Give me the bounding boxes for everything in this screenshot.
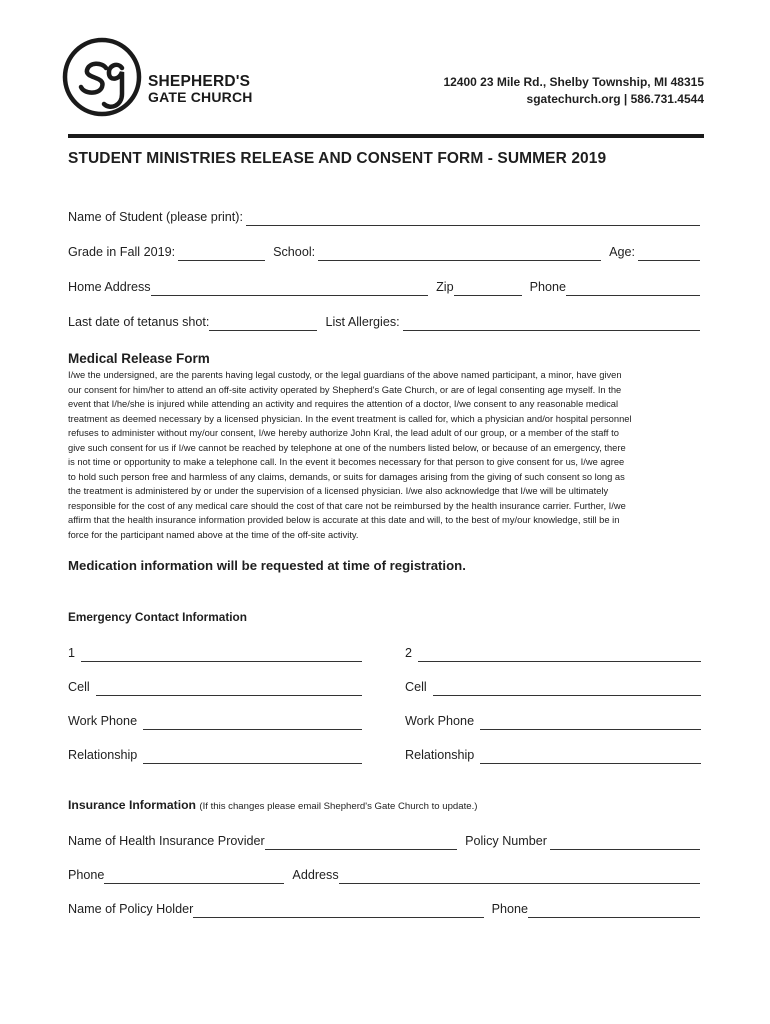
medical-text-line: responsible for the cost of any medical care should the cost of that care not be reimbursed by the health insurance carrier. Further, I/we <box>68 500 626 511</box>
church-web-phone: sgatechurch.org | 586.731.4544 <box>526 92 704 106</box>
emergency-contact-heading: Emergency Contact Information <box>68 610 247 624</box>
insurance-heading <box>68 798 477 812</box>
contact-2-relationship-label: Relationship <box>405 748 475 762</box>
age-label: Age: <box>609 245 635 259</box>
tetanus-allergies-row <box>68 309 700 331</box>
medical-text-line: give such consent for us if I/we cannot be reached by telephone at one of the numbers listed below, or because of an emergency, there <box>68 442 626 453</box>
home-address-label: Home Address <box>68 280 151 294</box>
contact-1-work-phone-field[interactable] <box>143 715 362 730</box>
policy-number-field[interactable] <box>550 835 700 850</box>
medical-text-line: affirm that the health insurance information provided below is accurate at this date and will, to the best of my/our knowledge, still be in <box>68 515 620 526</box>
grade-school-age-row <box>68 239 700 261</box>
contact-1-name-field[interactable] <box>81 647 362 662</box>
medical-text-line: refuses to administer without my/our consent, I/we hereby authorize John Kral, the lead adult of our group, or a member of the staff to <box>68 428 619 439</box>
church-contact-block <box>443 74 704 108</box>
contact-1-work-phone-row <box>68 710 362 730</box>
student-name-field[interactable] <box>246 211 700 226</box>
zip-label: Zip <box>436 280 454 294</box>
grade-label: Grade in Fall 2019: <box>68 245 176 259</box>
grade-field[interactable] <box>178 246 265 261</box>
logo-line-1: SHEPHERD'S <box>148 73 251 90</box>
contact-1-cell-row <box>68 676 362 696</box>
phone-field[interactable] <box>566 281 700 296</box>
sg-monogram-logo <box>62 34 148 120</box>
student-name-row <box>68 204 700 226</box>
medical-text-line: force for the participant named above at the time of the off-site activity. <box>68 530 359 541</box>
allergies-label: List Allergies: <box>325 315 400 329</box>
contact-1-relationship-row <box>68 744 362 764</box>
contact-2-relationship-row <box>405 744 701 764</box>
contact-2-cell-label: Cell <box>405 680 427 694</box>
tetanus-date-field[interactable] <box>209 316 317 331</box>
allergies-field[interactable] <box>403 316 700 331</box>
school-field[interactable] <box>318 246 601 261</box>
insurance-phone-address-row <box>68 862 700 884</box>
contact-1-cell-field[interactable] <box>96 681 362 696</box>
age-field[interactable] <box>638 246 700 261</box>
insurance-address-field[interactable] <box>339 869 700 884</box>
contact-2-work-phone-field[interactable] <box>480 715 701 730</box>
policy-holder-label: Name of Policy Holder <box>68 902 194 916</box>
tetanus-label: Last date of tetanus shot: <box>68 315 210 329</box>
church-logo <box>62 34 262 120</box>
insurance-provider-label: Name of Health Insurance Provider <box>68 834 265 848</box>
contact-1-relationship-label: Relationship <box>68 748 138 762</box>
logo-wordmark <box>148 74 253 104</box>
medical-release-text <box>68 368 704 543</box>
insurance-provider-field[interactable] <box>265 835 457 850</box>
insurance-phone-field[interactable] <box>104 869 284 884</box>
medication-note: Medication information will be requested at time of registration. <box>68 558 466 573</box>
contact-2-relationship-field[interactable] <box>480 749 701 764</box>
contact-2-cell-row <box>405 676 701 696</box>
medical-text-line: event that I/he/she is injured while attending an activity and requires the attention of a doctor, I/we consent to any reasonable medical <box>68 399 619 410</box>
medical-text-line: is not time or opportunity to make a telephone call. In the event it becomes necessary for that person to give consent for us, I/we agree <box>68 457 625 468</box>
emergency-contact-2-name-row <box>405 642 701 662</box>
medical-release-heading: Medical Release Form <box>68 351 210 366</box>
zip-field[interactable] <box>454 281 522 296</box>
medical-text-line: our consent for him/her to attend an off-site activity operated by Shepherd's Gate Church, or are of legal consenting age myself. In the <box>68 384 622 395</box>
contact-2-work-phone-label: Work Phone <box>405 714 475 728</box>
medical-text-line: I/we the undersigned, are the parents having legal custody, or the legal guardians of the above named participant, a minor, have given <box>68 370 622 380</box>
insurance-heading-text: Insurance Information <box>68 798 196 812</box>
insurance-phone-label: Phone <box>68 868 105 882</box>
contact-2-name-field[interactable] <box>418 647 701 662</box>
insurance-update-note: (If this changes please email Shepherd's Gate Church to update.) <box>199 801 478 812</box>
student-name-label: Name of Student (please print): <box>68 210 244 224</box>
contact-1-number: 1 <box>68 646 76 660</box>
policy-holder-field[interactable] <box>193 903 483 918</box>
medical-text-line: the treatment is administered by or under the supervision of a licensed physician. I/we also acknowledge that I/we will be ultimately <box>68 486 609 497</box>
header-divider <box>68 134 704 138</box>
emergency-contact-1-name-row <box>68 642 362 662</box>
policy-number-label: Policy Number <box>465 834 547 848</box>
medical-text-line: to hold such person free and harmless of any claims, demands, or suits for damages arising from the giving of such consent so long as <box>68 471 625 482</box>
policy-holder-phone-field[interactable] <box>528 903 700 918</box>
school-label: School: <box>273 245 316 259</box>
contact-2-cell-field[interactable] <box>433 681 701 696</box>
contact-2-work-phone-row <box>405 710 701 730</box>
phone-label: Phone <box>529 280 566 294</box>
insurance-address-label: Address <box>292 868 339 882</box>
logo-line-2: GATE CHURCH <box>148 88 253 105</box>
address-zip-phone-row <box>68 274 700 296</box>
home-address-field[interactable] <box>151 281 428 296</box>
policy-holder-phone-label: Phone <box>491 902 528 916</box>
church-address: 12400 23 Mile Rd., Shelby Township, MI 48315 <box>443 75 704 89</box>
policy-holder-row <box>68 896 700 918</box>
form-title: STUDENT MINISTRIES RELEASE AND CONSENT FORM - SUMMER 2019 <box>68 150 607 167</box>
contact-1-work-phone-label: Work Phone <box>68 714 138 728</box>
medical-text-line: treatment as deemed necessary by a licensed physician. In the event treatment is called for, which a physician and/or hospital personnel <box>68 413 632 424</box>
insurance-provider-row <box>68 828 700 850</box>
contact-1-cell-label: Cell <box>68 680 90 694</box>
contact-1-relationship-field[interactable] <box>143 749 362 764</box>
contact-2-number: 2 <box>405 646 413 660</box>
